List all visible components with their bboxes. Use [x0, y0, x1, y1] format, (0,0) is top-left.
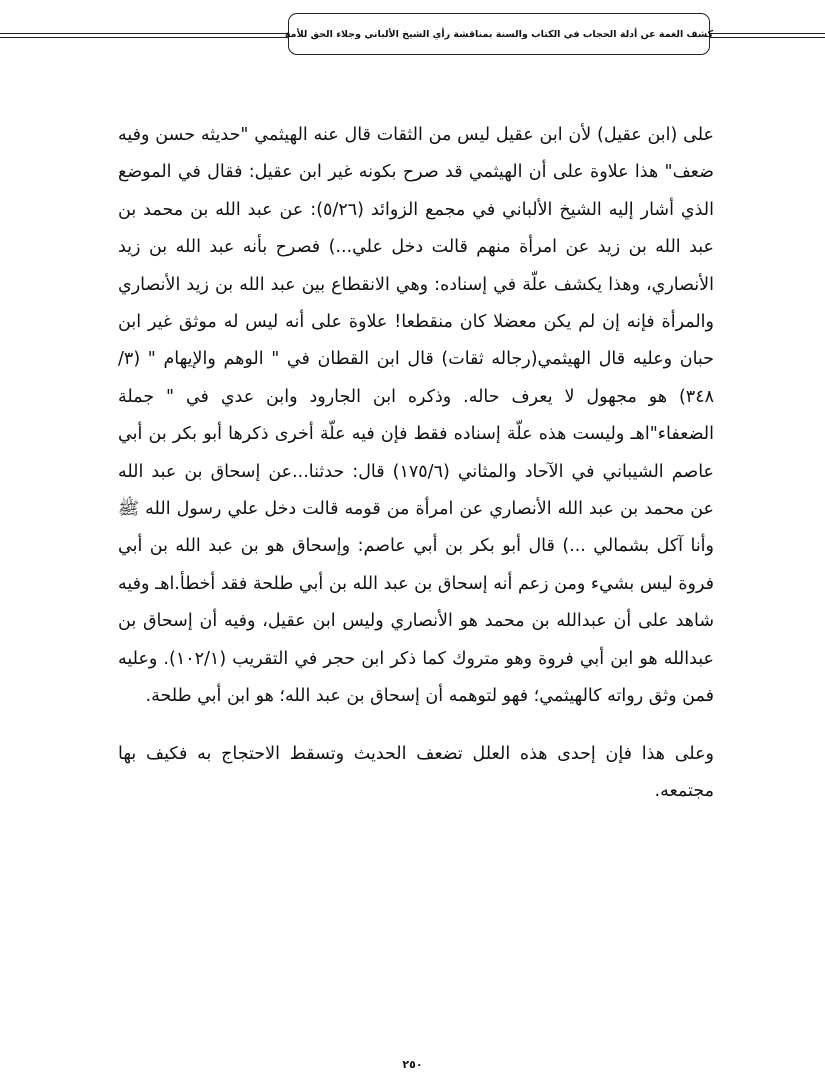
page-number: ٢٥٠ [402, 1058, 423, 1071]
paragraph-conclusion: وعلى هذا فإن إحدى هذه العلل تضعف الحديث وتسقط الاحتجاج به فكيف بها مجتمعه. [118, 743, 714, 801]
page-body [118, 117, 714, 810]
running-header [284, 13, 714, 55]
paragraph-main: على (ابن عقيل) لأن ابن عقيل ليس من الثقات قال عنه الهيثمي "حديثه حسن وفيه ضعف" هذا علاوة على أن الهيثمي قد صرح بكونه غير ابن عقيل: فقال في الموضع الذي أشار إليه الشيخ الألباني في مجمع الزوائد (٥/٢٦): عن عبد الله بن محمد بن عبد الله بن زيد عن امرأة منهم قالت دخل علي...) فصرح بأنه عبد الله بن زيد الأنصاري، وهذا يكشف علّة في إسناده: وهي الانقطاع بين عبد الله بن زيد الأنصاري والمرأة فإنه إن لم يكن معضلا كان منقطعا! علاوة على أنه ليس له موثق غير ابن حبان وعليه قال الهيثمي(رجاله ثقات) قال ابن القطان في " الوهم والإيهام " (٣/ ٣٤٨) هو مجهول لا يعرف حاله. وذكره ابن الجارود وابن عدي في " جملة الضعفاء"اهـ وليست هذه علّة إسناده فقط فإن فيه علّة أخرى ذكرها أبو بكر بن أبي عاصم الشيباني في الآحاد والمثاني (١٧٥/٦) قال: حدثنا...عن إسحاق بن عبد الله عن محمد بن عبد الله الأنصاري عن امرأة من قومه قالت دخل علي رسول الله ﷺ وأنا آكل بشمالي ...) قال أبو بكر بن أبي عاصم: وإسحاق هو بن عبد الله بن أبي فروة ليس بشيء ومن زعم أنه إسحاق بن عبد الله بن أبي طلحة فقد أخطأ.اهـ وفيه شاهد على أن عبدالله بن محمد هو الأنصاري وليس ابن عقيل، وفيه أن إسحاق بن عبدالله هو ابن أبي فروة وهو متروك كما ذكر ابن حجر في التقريب (١٠٢/١). وعليه فمن وثق رواته كالهيثمي؛ فهو لتوهمه أن إسحاق بن عبد الله؛ هو ابن أبي طلحة. [118, 125, 714, 707]
book-title: كشف الغمة عن أدلة الحجاب في الكتاب والسنة بمناقشة رأي الشيخ الألباني وجلاء الحق للأمة [284, 28, 714, 40]
paragraph-gap [118, 716, 714, 736]
